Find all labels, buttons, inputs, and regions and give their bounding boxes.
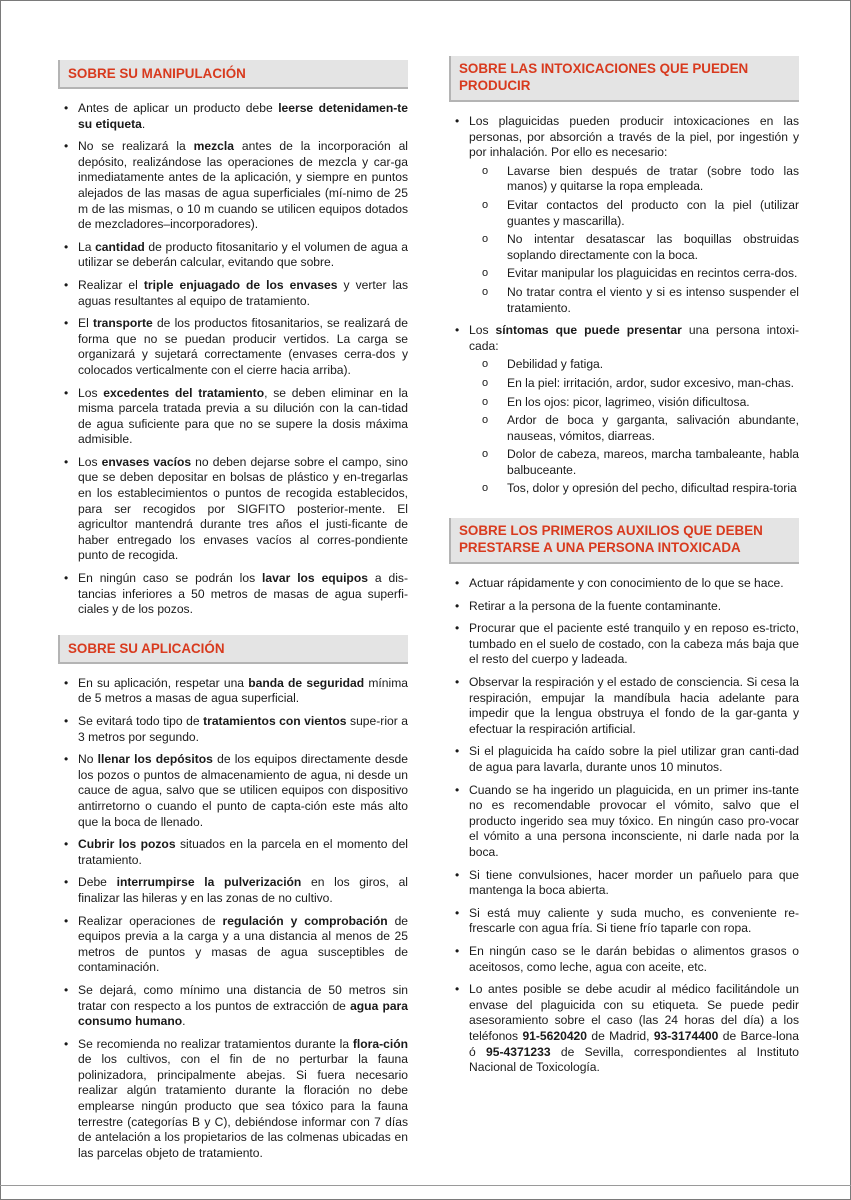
- bold-text: mezcla: [193, 139, 234, 154]
- text-run: Si el plaguicida ha caído sobre la piel utilizar gran canti-dad de agua para lavarla, durante unos 10 minutos.: [469, 744, 799, 774]
- section-header-manipulacion: SOBRE SU MANIPULACIÓN: [58, 60, 408, 89]
- text-run: supe-rior a 3 metros por segundo.: [78, 714, 408, 744]
- text-run: En ningún caso se le darán bebidas o alimentos grasos o aceitosos, como leche, agua con aceite, etc.: [469, 943, 799, 974]
- text-run: En ningún caso se podrán los: [78, 571, 263, 586]
- text-run: Si está muy caliente y suda mucho, es conveniente re-frescarle con agua fría. Si tiene frío taparle con ropa.: [469, 905, 799, 936]
- text-run: a dis-tancias inferiores a 50 metros de masas de agua superfi-ciales y de los pozos.: [78, 571, 408, 617]
- text-run: El: [78, 316, 93, 331]
- sub-list-item: o Evitar contactos del producto con la piel (utilizar guantes y mascarilla).: [469, 198, 799, 229]
- list-item: [58, 983, 408, 1030]
- list-item: [449, 744, 799, 775]
- text-run: Debe: [78, 875, 117, 890]
- text-run: Lo antes posible se debe acudir al médico facilitándole un envase del plaguicida con su etiqueta. Se puede pedir asesoramiento sobre el caso (las 24 horas del día) a los teléfonos: [469, 982, 799, 1043]
- text-run: .: [182, 1014, 186, 1029]
- list-item: [58, 316, 408, 378]
- list-item: [449, 114, 799, 316]
- page-bottom-rule: [0, 1185, 851, 1186]
- list-item: [449, 982, 799, 1076]
- bold-text: excedentes del tratamiento: [103, 385, 265, 400]
- bold-text: leerse detenidamen-te su etiqueta: [78, 101, 408, 131]
- list-intoxicaciones: [449, 114, 799, 497]
- section-header-intoxicaciones: SOBRE LAS INTOXICACIONES QUE PUEDEN PRODUCIR: [449, 56, 799, 102]
- list-item: [449, 906, 799, 937]
- text-run: , se deben eliminar en la misma parcela tratada previa a su dilución con la can-tidad de agua suficiente para que no se supere la dosis máxima admisible.: [78, 385, 408, 447]
- text-run: en los giros, al finalizar las hileras y en las zonas de no cultivo.: [78, 875, 408, 905]
- text-run: Si tiene convulsiones, hacer morder un pañuelo para que mantenga la boca abierta.: [469, 867, 799, 898]
- right-column: [449, 56, 799, 1083]
- sub-list-item: o Ardor de boca y garganta, salivación abundante, nauseas, vómitos, diarreas.: [469, 413, 799, 444]
- list-manipulacion: [58, 101, 408, 618]
- bold-text: síntomas que puede presentar: [495, 323, 682, 338]
- bold-text: transporte: [92, 316, 153, 331]
- list-item: [58, 752, 408, 830]
- list-item: [58, 837, 408, 868]
- list-item: [58, 571, 408, 618]
- text-run: de Madrid,: [587, 1028, 654, 1043]
- text-run: de los cultivos, con el fin de no perturbar la fauna polinizadora, principalmente abejas. Si fuera necesario realizar algún tratamiento durante la floración no debe emplearse ningún producto que sea tóxico para la fauna terrestre (categorías B y C), debiéndose informar con 7 días de antelación a los propietarios de las colmenas ubicadas en las parcelas objeto de tratamiento.: [78, 1052, 408, 1160]
- text-run: de los equipos directamente desde los pozos o puntos de almacenamiento de agua, ni desde un cauce de agua, salvo que se utilicen equipos con dispositivo antirretorno o cuando el punto de capta-ción este más alto que la boca de llenado.: [78, 752, 409, 829]
- text-run: Los: [78, 454, 102, 469]
- list-aplicacion: [58, 676, 408, 1162]
- bold-text: regulación y comprobación: [222, 913, 388, 928]
- text-run: Antes de aplicar un producto debe: [78, 101, 279, 115]
- list-item: [58, 278, 408, 309]
- text-run: No se realizará la: [78, 139, 194, 154]
- bold-text: lavar los equipos: [262, 571, 368, 586]
- sub-list-item: o Tos, dolor y opresión del pecho, dificultad respira-toria: [469, 481, 799, 497]
- list-item: [58, 714, 408, 745]
- sub-list: [469, 357, 799, 497]
- sub-list-item: o En los ojos: picor, lagrimeo, visión dificultosa.: [469, 395, 799, 411]
- sub-list-item: o Debilidad y fatiga.: [469, 357, 799, 373]
- text-run: Se recomienda no realizar tratamientos durante la: [78, 1036, 353, 1051]
- bold-text: agua para consumo humano: [78, 998, 408, 1029]
- text-run: Cuando se ha ingerido un plaguicida, en un primer ins-tante no es recomendable provocar el vómito, salvo que el producto ingerido sea muy tóxico. En ningún caso pro-vocar el vómito a una persona inconsciente, ni darle nada por la boca.: [469, 782, 799, 859]
- text-run: Los plaguicidas pueden producir intoxicaciones en las personas, por absorción a través de la piel, por ingestión y por inhalación. Por ello es necesario:: [469, 114, 799, 160]
- text-run: de equipos previa a la carga y a una distancia al menos de 25 metros de puntos y masas de agua susceptibles de contaminación.: [78, 913, 409, 975]
- text-run: Se evitará todo tipo de: [78, 714, 204, 728]
- text-run: de Barce-lona ó: [469, 1028, 799, 1059]
- text-run: no deben dejarse sobre el campo, sino que se deben depositar en bolsas de plástico y en-tregarlas en los establecimientos o puntos de recogida establecidos, para ser recogidos por SIGFITO posterior-mente. El agricultor mantendrá durante tres años el justi-ficante de haber entregado los envases vacíos al corres-pondiente punto de recogida.: [78, 454, 408, 563]
- list-item: [58, 914, 408, 976]
- bold-text: Cubrir los pozos: [78, 837, 176, 852]
- list-item: [58, 676, 408, 707]
- list-item: [449, 621, 799, 668]
- text-run: situados en la parcela en el momento del tratamiento.: [78, 837, 408, 867]
- text-run: de Sevilla, correspondientes al Instituto Nacional de Toxicología.: [469, 1044, 799, 1075]
- text-run: de producto fitosanitario y el volumen de agua a utilizar se deberán calcular, evitando que sobre.: [78, 239, 409, 270]
- list-item: [58, 875, 408, 906]
- bold-text: envases vacíos: [101, 454, 192, 469]
- text-run: Procurar que el paciente esté tranquilo y en reposo es-tricto, tumbado en el suelo de costado, con la cabeza más baja que el resto del cuerpo y ladeada.: [469, 621, 799, 667]
- sub-list-item: o En la piel: irritación, ardor, sudor excesivo, man-chas.: [469, 376, 799, 392]
- text-run: Se dejará, como mínimo una distancia de 50 metros sin tratar con respecto a los puntos de extracción de: [78, 982, 408, 1013]
- sub-list-item: o No tratar contra el viento y si es intenso suspender el tratamiento.: [469, 285, 799, 316]
- list-item: [58, 101, 408, 132]
- text-run: Los: [78, 385, 104, 400]
- text-run: Observar la respiración y el estado de consciencia. Si cesa la respiración, empujar la mandíbula hacia adelante para impedir que la lengua obstruya el fondo de la gar-ganta y efectuar la respiración artificial.: [469, 675, 799, 736]
- sub-list-item: o Evitar manipular los plaguicidas en recintos cerra-dos.: [469, 266, 799, 282]
- text-run: Retirar a la persona de la fuente contaminante.: [469, 598, 722, 613]
- list-item: [58, 240, 408, 271]
- text-run: La: [78, 239, 96, 254]
- text-run: .: [141, 116, 146, 131]
- sub-list-item: o No intentar desatascar las boquillas obstruidas soplando directamente con la boca.: [469, 232, 799, 263]
- bold-text: 93-3174400: [653, 1028, 719, 1043]
- text-run: mínima de 5 metros a masas de agua superficial.: [78, 675, 408, 706]
- bold-text: flora-ción: [352, 1036, 408, 1051]
- bold-text: triple enjuagado de los envases: [143, 277, 338, 292]
- list-auxilios: [449, 576, 799, 1076]
- bold-text: llenar los depósitos: [97, 752, 213, 767]
- section-header-aplicacion: SOBRE SU APLICACIÓN: [58, 635, 408, 664]
- list-item: [58, 455, 408, 564]
- bold-text: 95-4371233: [486, 1044, 551, 1059]
- list-item: [449, 944, 799, 975]
- list-item: [449, 323, 799, 497]
- list-item: [58, 139, 408, 233]
- text-run: y verter las aguas resultantes al equipo de tratamiento.: [78, 277, 408, 308]
- text-run: una persona intoxi-cada:: [469, 323, 799, 353]
- text-run: Realizar el: [78, 277, 144, 292]
- text-run: No: [78, 752, 98, 767]
- list-item: [449, 868, 799, 899]
- bold-text: 91-5620420: [522, 1028, 587, 1043]
- sub-list: [469, 164, 799, 316]
- text-run: de los productos fitosanitarios, se realizará de forma que no se puedan producir vertidos. La carga se organizará y sujetará correctamente (envases cerra-dos y colocados verticalmente con el cierre hacia arriba).: [78, 316, 408, 377]
- sub-list-item: o Lavarse bien después de tratar (sobre todo las manos) y quitarse la ropa empleada.: [469, 164, 799, 195]
- text-run: Actuar rápidamente y con conocimiento de lo que se hace.: [469, 576, 784, 591]
- bold-text: interrumpirse la pulverización: [116, 875, 302, 890]
- list-item: [449, 783, 799, 861]
- list-item: [58, 386, 408, 448]
- list-item: [58, 1037, 408, 1162]
- bold-text: tratamientos con vientos: [203, 714, 347, 728]
- text-run: Los: [469, 323, 496, 338]
- text-run: antes de la incorporación al depósito, realizándose las operaciones de mezcla y car-ga inmediatamente antes de la aplicación, y siempre en puntos alejados de las masas de agua superficiales (mí-nimo de 25 m de las mismas, o 10 m cuando se utilicen equipos dotados de mezcladores–incorporadores).: [78, 139, 408, 232]
- list-item: [449, 599, 799, 615]
- bold-text: cantidad: [95, 239, 145, 254]
- left-column: [58, 60, 408, 1168]
- sub-list-item: o Dolor de cabeza, mareos, marcha tambaleante, habla balbuceante.: [469, 447, 799, 478]
- list-item: [449, 576, 799, 592]
- bold-text: banda de seguridad: [248, 675, 365, 690]
- text-run: Realizar operaciones de: [78, 913, 223, 928]
- section-header-auxilios: SOBRE LOS PRIMEROS AUXILIOS QUE DEBEN PRESTARSE A UNA PERSONA INTOXICADA: [449, 518, 799, 564]
- text-run: En su aplicación, respetar una: [78, 675, 249, 690]
- list-item: [449, 675, 799, 737]
